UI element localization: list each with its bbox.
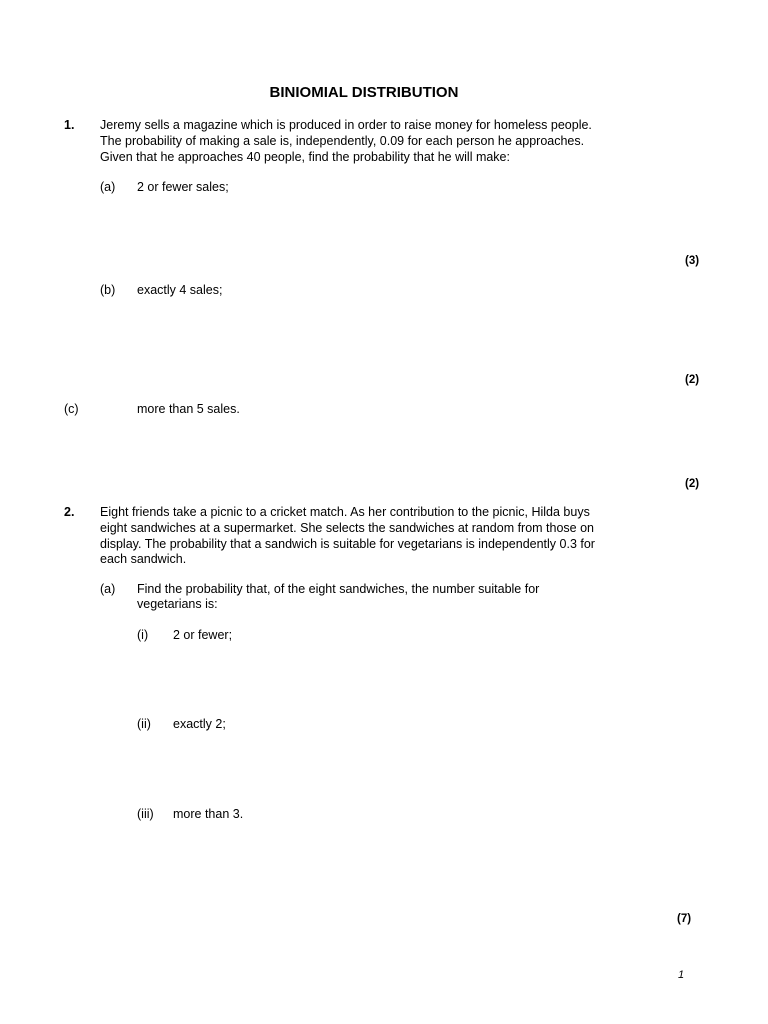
question-2-number: 2. xyxy=(64,505,75,519)
question-2-stem-line-1: Eight friends take a picnic to a cricket match. As her contribution to the picnic, Hilda buys xyxy=(100,505,590,519)
question-1b-label: (b) xyxy=(100,283,116,297)
question-2a-marks: (7) xyxy=(677,913,692,925)
question-1-stem-line-2: The probability of making a sale is, independently, 0.09 for each person he approaches. xyxy=(100,134,585,148)
page-number: 1 xyxy=(678,969,685,981)
question-2-stem-line-4: each sandwich. xyxy=(100,552,187,566)
question-2a-text-line-1: Find the probability that, of the eight sandwiches, the number suitable for xyxy=(137,582,540,596)
question-2a-ii-text: exactly 2; xyxy=(173,717,226,731)
question-2a-i-label: (i) xyxy=(137,628,149,642)
question-2a-i-text: 2 or fewer; xyxy=(173,628,233,642)
question-2a-iii-label: (iii) xyxy=(137,807,154,821)
question-1a-marks: (3) xyxy=(685,255,700,267)
question-1-stem-line-3: Given that he approaches 40 people, find the probability that he will make: xyxy=(100,150,510,164)
question-1-number: 1. xyxy=(64,118,75,132)
question-1a-text: 2 or fewer sales; xyxy=(137,180,229,194)
question-1-stem-line-1: Jeremy sells a magazine which is produced in order to raise money for homeless people. xyxy=(100,118,592,132)
question-1b-marks: (2) xyxy=(685,374,700,386)
question-1c-marks: (2) xyxy=(685,478,700,490)
question-1b-text: exactly 4 sales; xyxy=(137,283,223,297)
question-2-stem-line-3: display. The probability that a sandwich is suitable for vegetarians is independently 0.3 for xyxy=(100,537,595,551)
question-2-stem-line-2: eight sandwiches at a supermarket. She selects the sandwiches at random from those on xyxy=(100,521,595,535)
question-2a-label: (a) xyxy=(100,582,116,596)
question-2a-iii-text: more than 3. xyxy=(173,807,244,821)
question-2a-text-line-2: vegetarians is: xyxy=(137,597,218,611)
question-1a-label: (a) xyxy=(100,180,116,194)
page-title: BINIOMIAL DISTRIBUTION xyxy=(269,84,459,101)
question-2a-ii-label: (ii) xyxy=(137,717,151,731)
question-1c-label: (c) xyxy=(64,402,79,416)
question-1c-text: more than 5 sales. xyxy=(137,402,240,416)
